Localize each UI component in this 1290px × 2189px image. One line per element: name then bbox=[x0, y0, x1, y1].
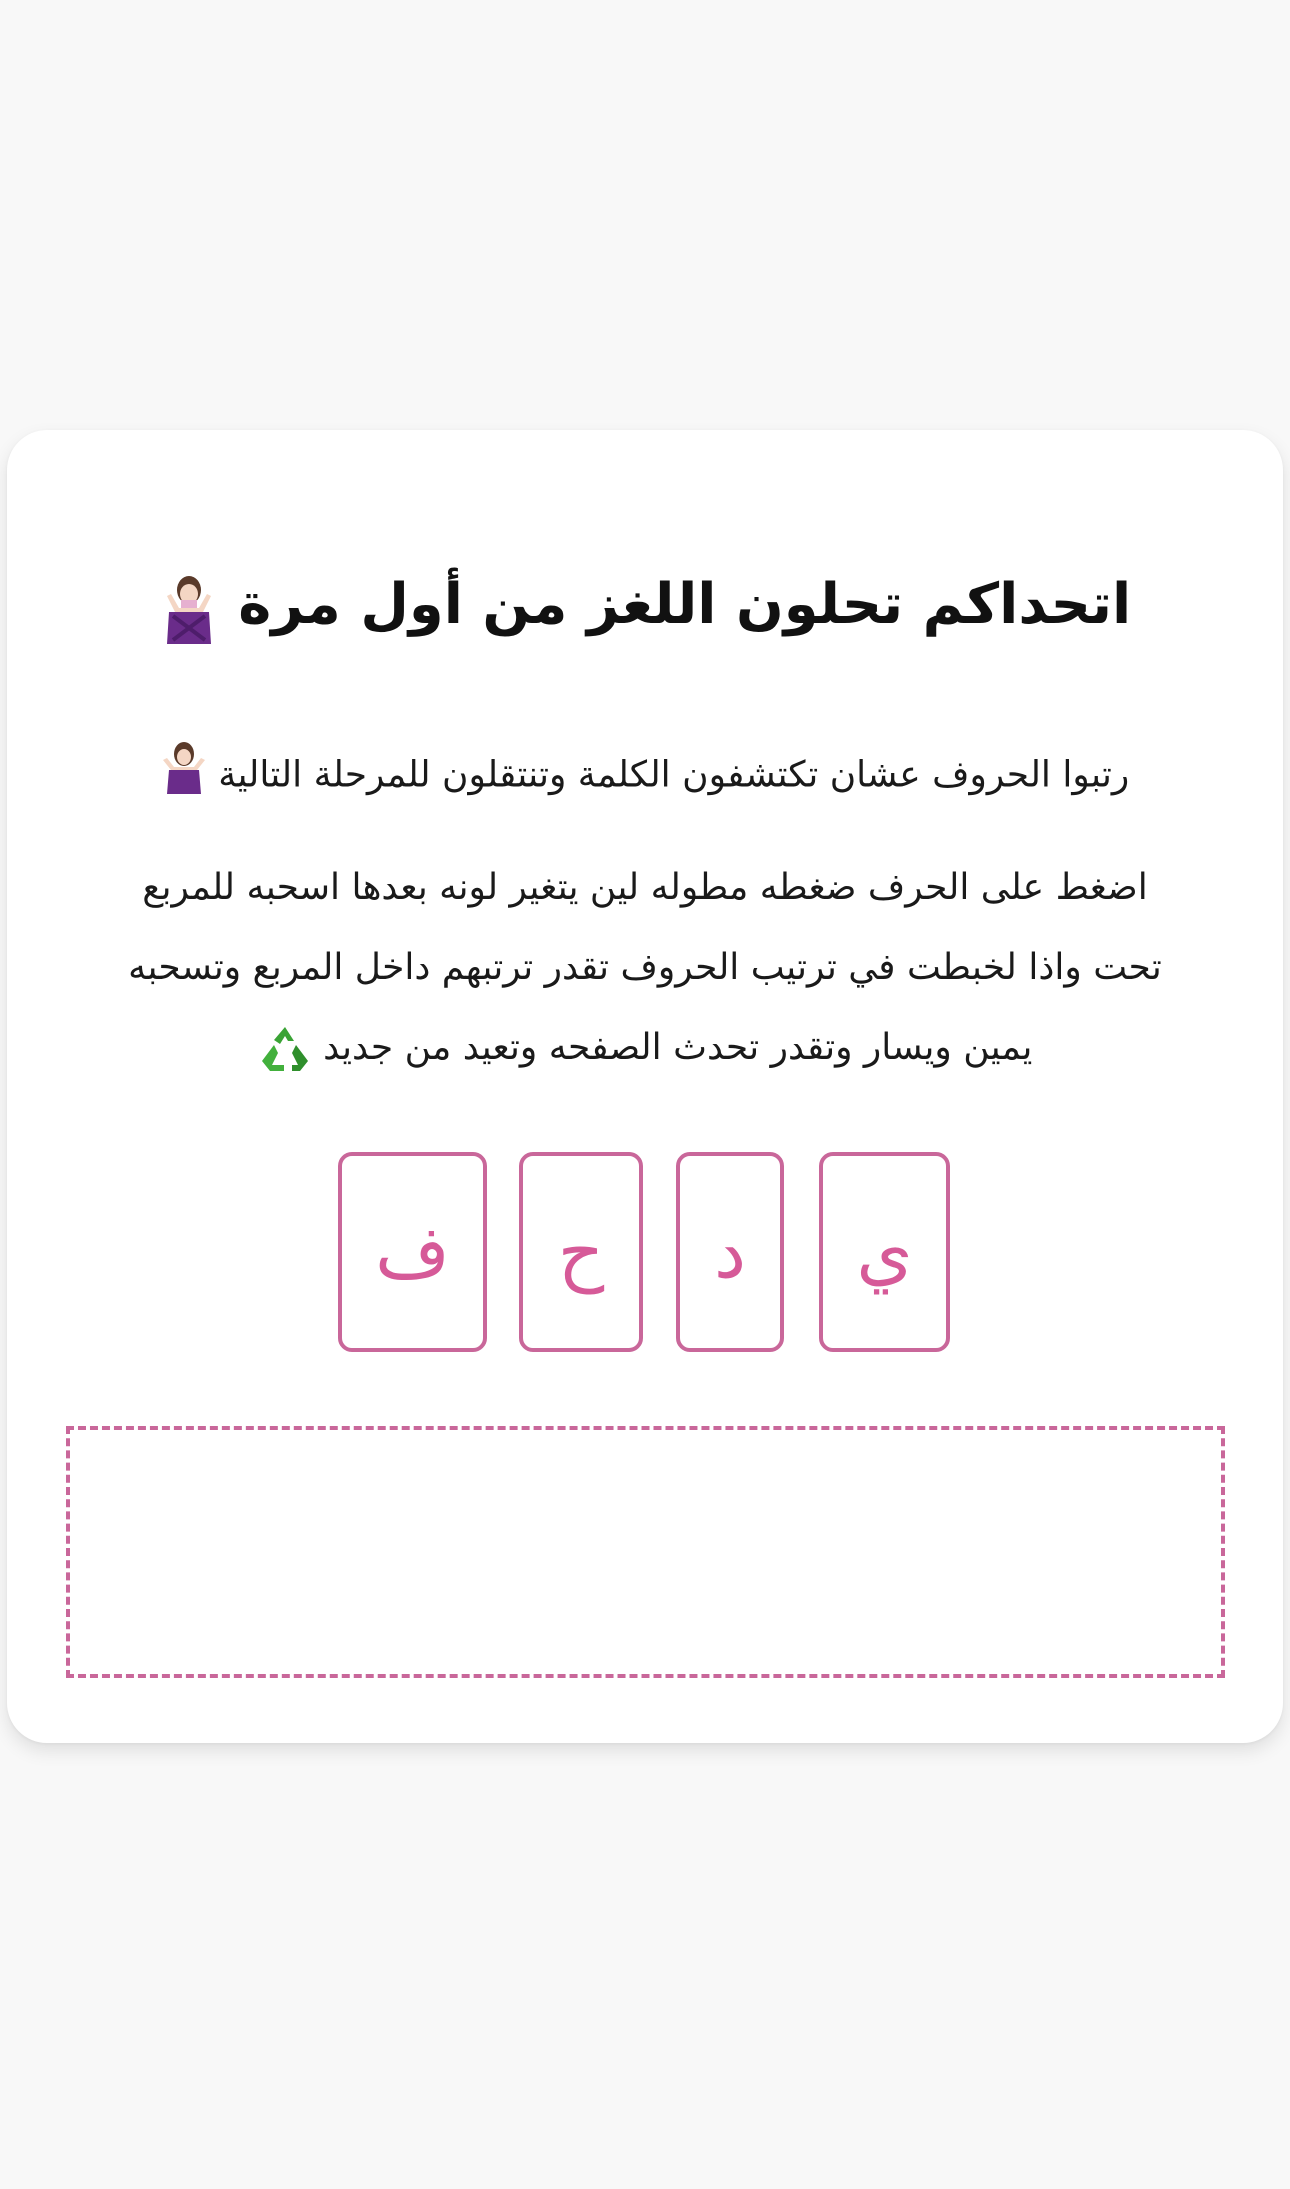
letter-tile[interactable]: د bbox=[676, 1152, 784, 1352]
answer-drop-zone[interactable] bbox=[66, 1426, 1225, 1678]
letter-tile[interactable]: ف bbox=[338, 1152, 487, 1352]
person-gesturing-no-icon bbox=[159, 572, 219, 644]
letter-tile[interactable]: ح bbox=[519, 1152, 643, 1352]
instruction-line-3: يمين ويسار وتقدر تحدث الصفحه وتعيد من جديد bbox=[323, 1027, 1033, 1068]
subtitle-text: رتبوا الحروف عشان تكتشفون الكلمة وتنتقلون للمرحلة التالية bbox=[218, 754, 1130, 796]
letter-tiles bbox=[0, 1152, 1290, 1360]
person-shrugging-icon bbox=[161, 740, 207, 813]
recycle-icon bbox=[258, 1024, 312, 1074]
instruction-line-1: اضغط على الحرف ضغطه مطوله لين يتغير لونه بعدها اسحبه للمربع bbox=[142, 867, 1148, 908]
instruction-line-3-wrap bbox=[70, 1008, 1220, 1088]
subtitle bbox=[0, 740, 1290, 800]
title-text: اتحداكم تحلون اللغز من أول مرة bbox=[238, 572, 1132, 637]
instruction-line-2: تحت واذا لخبطت في ترتيب الحروف تقدر ترتبهم داخل المربع وتسحبه bbox=[128, 947, 1162, 988]
page-title bbox=[0, 565, 1290, 645]
letter-tile[interactable]: ي bbox=[819, 1152, 950, 1352]
instructions bbox=[70, 848, 1220, 1088]
